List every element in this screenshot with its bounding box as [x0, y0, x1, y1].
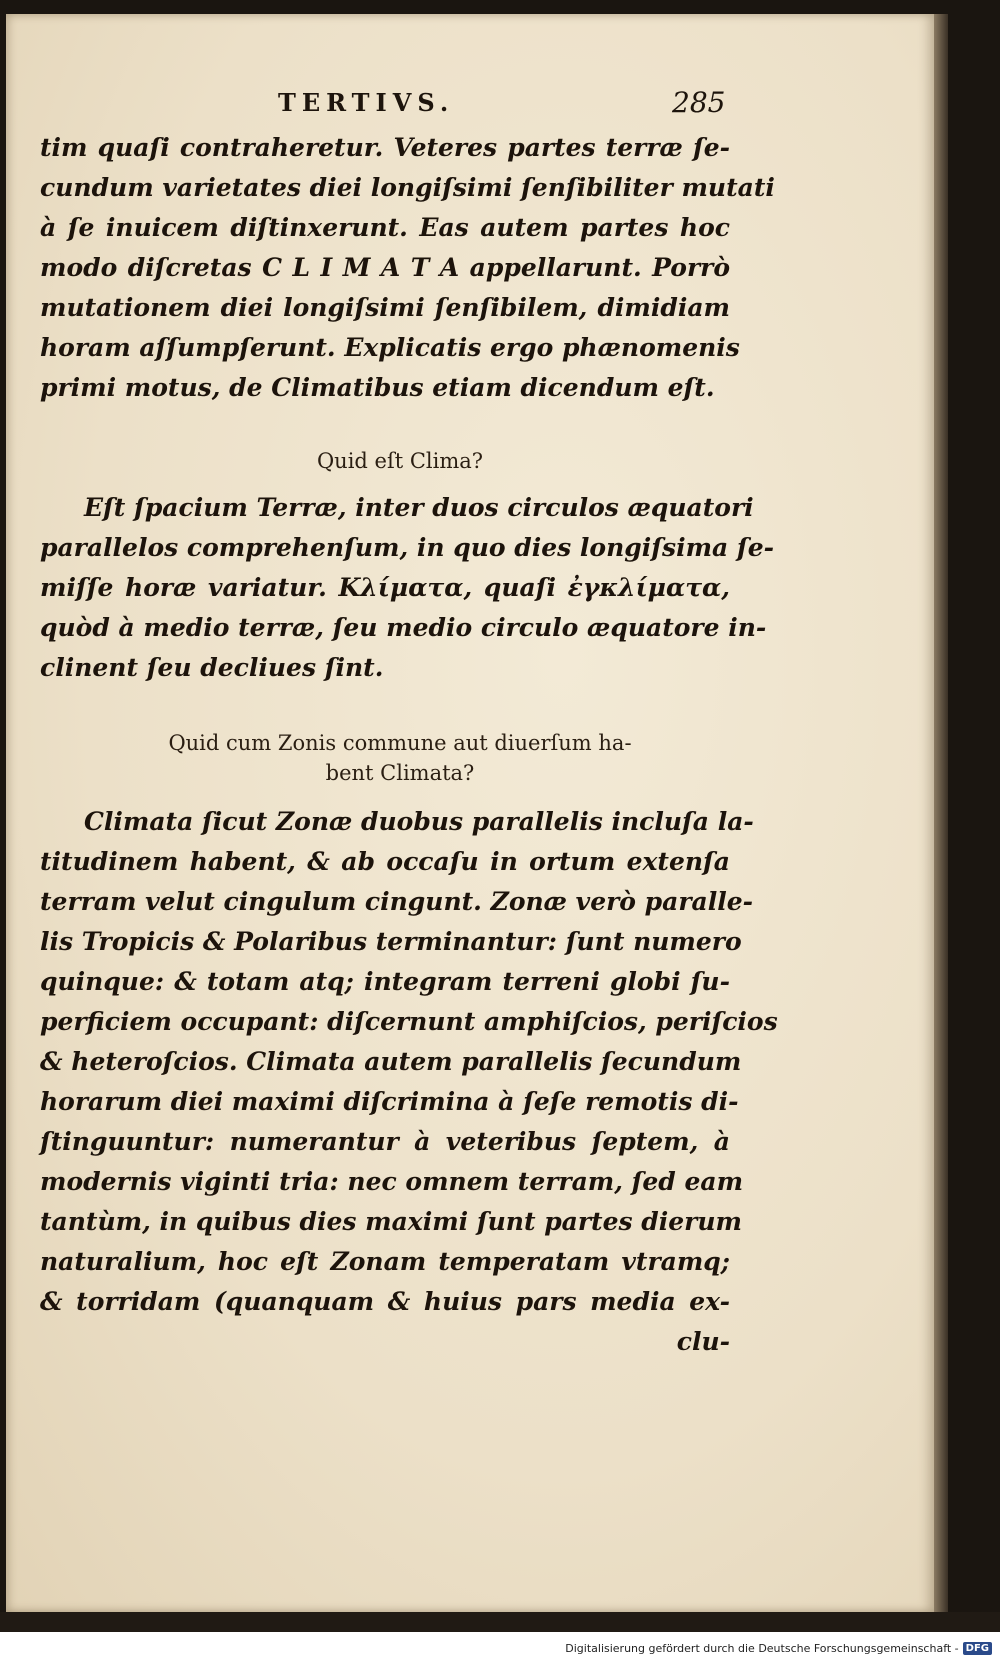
- text-line: clinent ſeu decliues ſint.: [40, 653, 384, 682]
- text-line: tantùm, in quibus dies maximi ſunt partes dierum: [40, 1207, 742, 1236]
- text-line: terram velut cingulum cingunt. Zonæ verò paralle-: [40, 887, 753, 916]
- page-header: [0, 78, 1000, 118]
- text-line: ſtinguuntur: numerantur à veteribus ſeptem, à: [40, 1127, 730, 1156]
- scan-bottom-border: [0, 1612, 1000, 1632]
- text-line: modo diſcretas C L I M A T A appellarunt. Porrò: [40, 253, 730, 282]
- text-line: & torridam (quanquam & huius pars media ex-: [40, 1287, 730, 1316]
- heading-text: Quid eſt Clima?: [316, 449, 484, 473]
- text-line: modernis viginti tria: nec omnem terram, ſed eam: [40, 1167, 744, 1196]
- paragraph-1: [40, 128, 775, 408]
- heading-line: bent Climata?: [325, 761, 475, 785]
- dfg-logo: DFG: [963, 1642, 992, 1655]
- text-line: lis Tropicis & Polaribus terminantur: ſunt numero: [40, 927, 742, 956]
- heading-line: Quid cum Zonis commune aut diuerſum ha-: [168, 731, 632, 755]
- running-head: TERTIVS.: [278, 88, 455, 117]
- section-heading-clima: [80, 446, 720, 476]
- paragraph-3: [40, 802, 778, 1362]
- page-edge: [934, 14, 948, 1612]
- text-line: tim quaſi contraheretur. Veteres partes terræ ſe-: [40, 133, 730, 162]
- text-line: naturalium, hoc eſt Zonam temperatam vtramq;: [40, 1247, 730, 1276]
- text-line: cundum varietates diei longiſsimi ſenſibiliter mutati: [40, 173, 775, 202]
- text-line: primi motus, de Climatibus etiam dicendum eſt.: [40, 373, 715, 402]
- text-line: quinque: & totam atq; integram terreni globi ſu-: [40, 967, 730, 996]
- footer-credit: Digitalisierung gefördert durch die Deutsche Forschungsgemeinschaft -: [565, 1641, 959, 1655]
- page-number: 285: [672, 86, 726, 119]
- text-line: horarum diei maximi diſcrimina à ſeſe remotis di-: [40, 1087, 739, 1116]
- text-line: Eſt ſpacium Terræ, inter duos circulos æquatori: [84, 493, 754, 522]
- paragraph-2: [40, 488, 774, 688]
- catchword: clu-: [676, 1327, 730, 1356]
- text-line: perficiem occupant: diſcernunt amphiſcios, periſcios: [40, 1007, 778, 1036]
- text-line: quòd à medio terræ, ſeu medio circulo æquatore in-: [40, 613, 767, 642]
- text-line: parallelos comprehenſum, in quo dies longiſsima ſe-: [40, 533, 774, 562]
- text-line: horam aſſumpſerunt. Explicatis ergo phænomenis: [40, 333, 740, 362]
- text-line: miſſe horæ variatur. Κλίματα, quaſi ἐγκλίματα,: [40, 573, 730, 602]
- section-heading-zonis: [80, 728, 720, 788]
- text-line: & heteroſcios. Climata autem parallelis ſecundum: [40, 1047, 742, 1076]
- text-line: titudinem habent, & ab occaſu in ortum extenſa: [40, 847, 730, 876]
- digitization-footer: [565, 1639, 992, 1657]
- text-line: à ſe inuicem diſtinxerunt. Eas autem partes hoc: [40, 213, 730, 242]
- text-line: mutationem diei longiſsimi ſenſibilem, dimidiam: [40, 293, 730, 322]
- text-line: Climata ſicut Zonæ duobus parallelis incluſa la-: [84, 807, 754, 836]
